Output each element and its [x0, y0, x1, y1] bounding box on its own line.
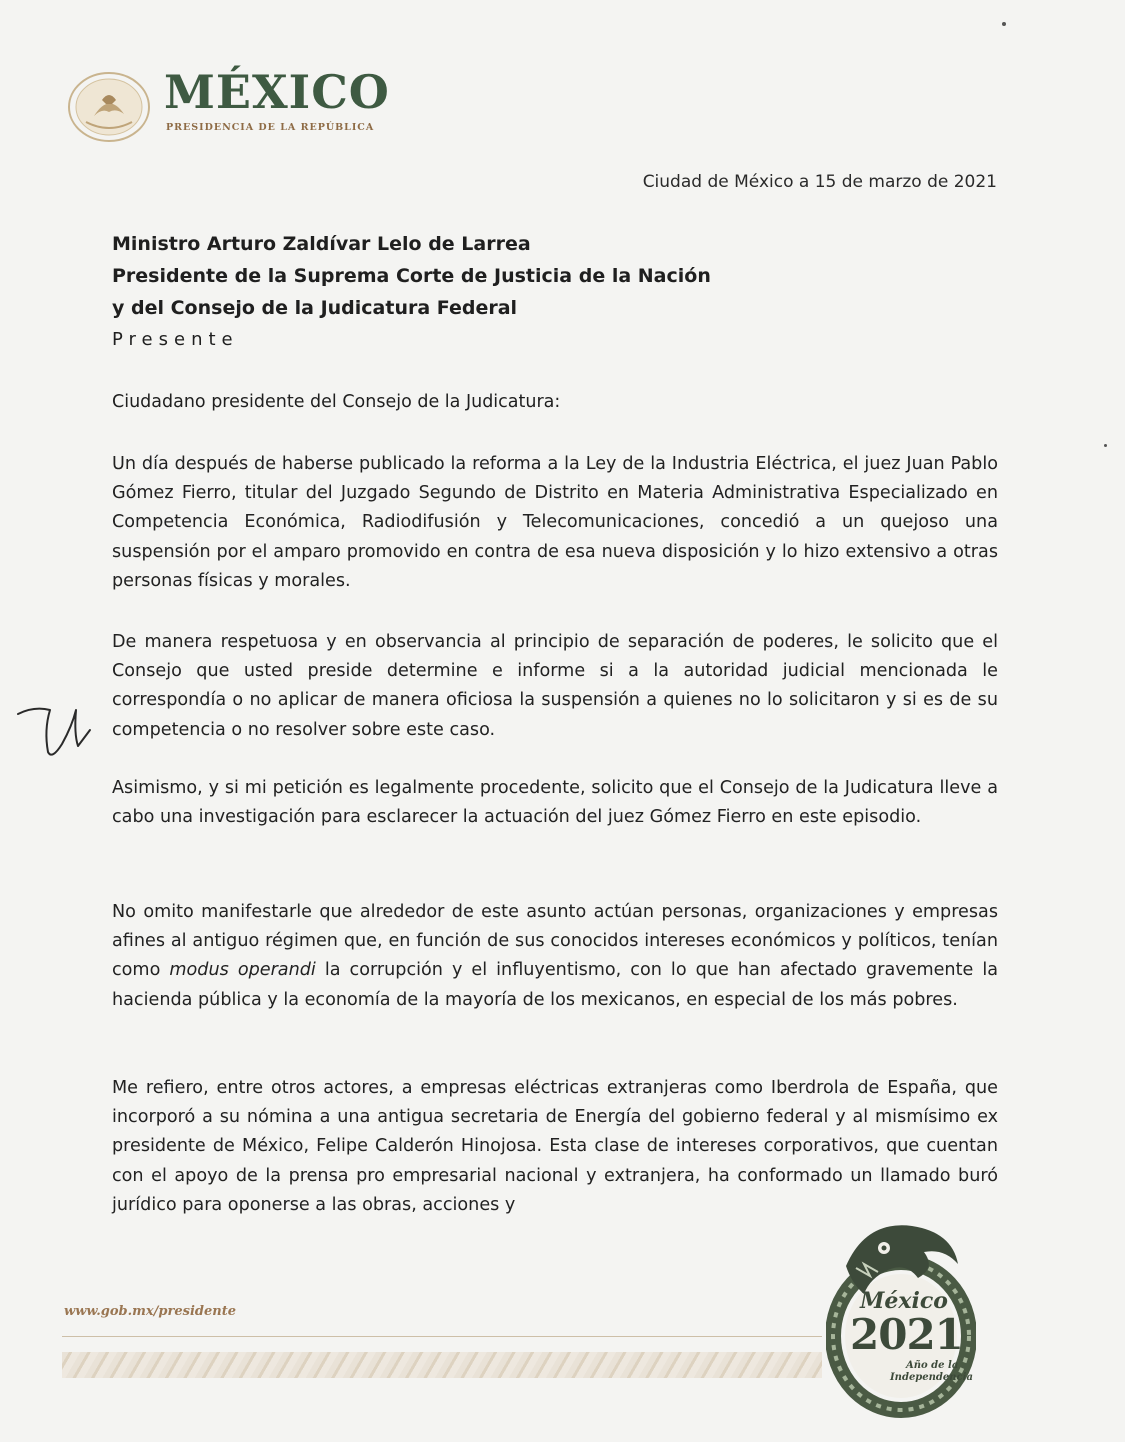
- emblem-line: Año de la: [906, 1360, 959, 1371]
- paragraph: De manera respetuosa y en observancia al principio de separación de poderes, le solicito que el Consejo que usted preside determine e informe si a la autoridad judicial mencionada le correspondía o no aplicar de manera oficiosa la suspensión a quienes no lo solicitaron y si es de su competencia o no resolver sobre este caso.: [112, 632, 998, 740]
- italic-phrase: modus operandi: [169, 960, 316, 981]
- addressee-line: y del Consejo de la Judicatura Federal: [112, 297, 518, 319]
- emblem-line: Independencia: [890, 1372, 973, 1383]
- footer-divider: [62, 1336, 822, 1337]
- emblem-text: [826, 1218, 976, 1423]
- coat-of-arms-icon: [66, 70, 152, 144]
- addressee-line: Presidente de la Suprema Corte de Justicia de la Nación: [112, 265, 711, 287]
- paragraph-text: la corrupción y el influyentismo, con lo que han afectado gravemente la hacienda pública y la economía de la mayoría de los mexicanos, en especial de los más pobres.: [112, 960, 999, 1010]
- letter-date: Ciudad de México a 15 de marzo de 2021: [642, 172, 997, 192]
- addressee-line: Ministro Arturo Zaldívar Lelo de Larrea: [112, 233, 531, 255]
- paragraph-text: No omito manifestarle que alrededor de este asunto actúan personas, organizaciones y empresas afines al antiguo régimen que, en función de sus conocidos intereses económicos y políticos, tenían como: [112, 902, 998, 981]
- addressee-block: [112, 228, 912, 356]
- paragraph: Me refiero, entre otros actores, a empresas eléctricas extranjeras como Iberdrola de España, que incorporó a su nómina a una antigua secretaria de Energía del gobierno federal y al mismísimo ex presidente de México, Felipe Calderón Hinojosa. Esta clase de intereses corporativos, que cuentan con el apoyo de la prensa pro empresarial nacional y extranjera, ha conformado un llamado buró jurídico para oponerse a las obras, acciones y: [112, 1078, 998, 1215]
- presente-label: Presente: [112, 329, 239, 350]
- paragraph: Un día después de haberse publicado la reforma a la Ley de la Industria Eléctrica, el juez Juan Pablo Gómez Fierro, titular del Juzgado Segundo de Distrito en Materia Administrativa Especializado en Competencia Económica, Radiodifusión y Telecomunicaciones, concedió a un quejoso una suspensión por el amparo promovido en contra de esa nueva disposición y lo hizo extensivo a otras personas físicas y morales.: [112, 454, 998, 591]
- footer-pattern-band: [62, 1352, 822, 1378]
- brand-subtitle: PRESIDENCIA DE LA REPÚBLICA: [166, 122, 375, 133]
- paragraph: Asimismo, y si mi petición es legalmente procedente, solicito que el Consejo de la Judicatura lleve a cabo una investigación para esclarecer la actuación del juez Gómez Fierro en este episodio.: [112, 778, 998, 828]
- emblem-year: 2021: [850, 1310, 963, 1359]
- scan-speck: [1104, 444, 1107, 447]
- handwritten-mark-icon: [14, 700, 94, 770]
- footer-url: www.gob.mx/presidente: [64, 1304, 236, 1319]
- scan-speck: [1002, 22, 1006, 26]
- paragraph: [112, 898, 998, 1015]
- brand-title: MÉXICO: [164, 65, 390, 119]
- salutation: Ciudadano presidente del Consejo de la Judicatura:: [112, 392, 561, 412]
- emblem-title: México: [860, 1288, 948, 1314]
